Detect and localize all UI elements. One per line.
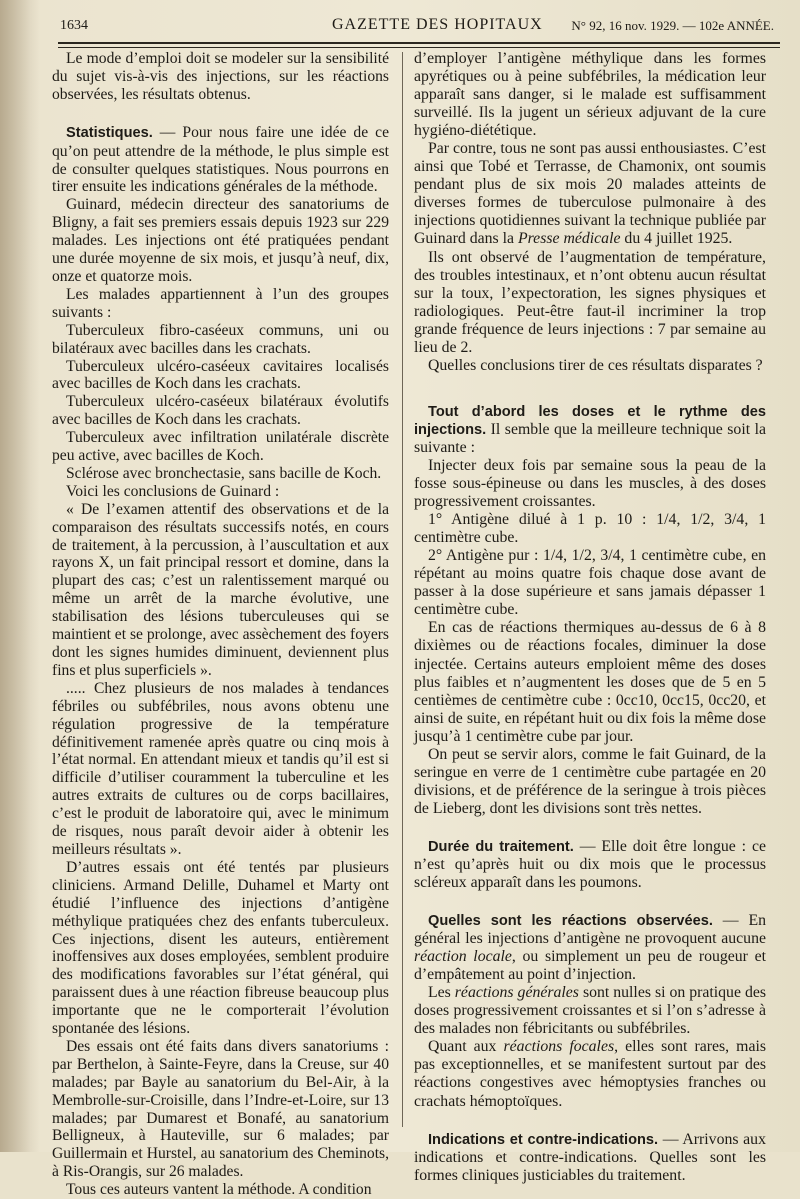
- section-heading: Indications et contre-indications.: [428, 1131, 659, 1148]
- paragraph: Ils ont observé de l’augmentation de température, des troubles intestinaux, et n’ont obtenu aucun résultat sur la toux, l’expectoration, les signes physiques et radiologiques. Peut-être faut-il incriminer la trop grande fréquence de leurs injections : 7 par semaine au lieu de 2.: [414, 248, 766, 356]
- paragraph: [414, 1038, 766, 1110]
- section-heading: Quelles sont les réactions observées.: [428, 913, 713, 930]
- italic-term: réaction locale: [414, 948, 512, 966]
- right-column: [414, 50, 766, 1185]
- paragraph: Des essais ont été faits dans divers sanatoriums : par Berthelon, à Sainte-Feyre, dans la Creuse, sur 40 malades; par Bayle au sanatorium du Bel-Air, à la Membrolle-sur-Croisille, dans l’Indre-et-Loire, sur 13 malades; par Dumarest et Bonafé, au sanatorium Belligneux, à Hauteville, sur 6 malades; par Guillermain et Hurstel, au sanatorium des Cheminots, à Ris-Orangis, sur 26 malades.: [52, 1037, 389, 1181]
- paragraph-text: Par contre, tous ne sont pas aussi enthousiastes. C’est ainsi que Tobé et Terrasse, de Chamonix, ont soumis pendant plus de six mois 20 malades atteints de diverses formes de tuberculose pulmonaire à des injections quotidiennes suivant la technique publiée par Guinard dans la: [414, 140, 766, 248]
- paragraph: d’employer l’antigène méthylique dans les formes apyrétiques ou à peine subfébriles, la médication leur apparaît sans danger, si le malade est suffisamment surveillé. Ils la jugent un sérieux adjuvant de la cure hygiéno-diététique.: [414, 50, 766, 140]
- paragraph-reactions: [414, 912, 766, 984]
- paragraph: En cas de réactions thermiques au-dessus de 6 à 8 dixièmes ou de réactions focales, diminuer la dose injectée. Certains auteurs emploient même des doses plus faibles et n’augmentent les doses que de 5 en 5 centièmes de centimètre cube : 0cc10, 0cc15, 0cc20, et ainsi de suite, en répétant huit ou dix fois la même dose jusqu’à 1 centimètre cube par jour.: [414, 619, 766, 745]
- paragraph-text: sont nulles si on pratique des doses progressivement croissantes et si l’on s’adresse à des malades non fébricitants ou subfébriles.: [414, 984, 766, 1038]
- paragraph-text: , elles sont rares, mais pas exceptionnelles, et se manifestent surtout par des réactions congestives avec hémoptysies franches ou crachats hémoptoïques.: [414, 1038, 766, 1110]
- section-heading: Statistiques.: [66, 124, 153, 141]
- running-header: [60, 14, 790, 38]
- paragraph: Voici les conclusions de Guinard :: [66, 482, 280, 500]
- paragraph-indications: [414, 1131, 766, 1185]
- header-rule-thin: [58, 47, 780, 48]
- paragraph: 1° Antigène dilué à 1 p. 10 : 1/4, 1/2, 3/4, 1 centimètre cube.: [414, 511, 766, 547]
- quotation: « De l’examen attentif des observations et de la comparaison des résultats successifs notés, en cours de traitement, à la percussion, à l’auscultation et aux rayons X, un fait principal ressort et domine, dans la plupart des cas; c’est un ralentissement marqué ou même un arrêt de la marche évolutive, une stabilisation des lésions tuberculeuses qui se maintient et se prolonge, avec assèchement des foyers dont les signes humides diminuent, deviennent plus fins et plus superficiels ».: [52, 500, 389, 679]
- paragraph-text: — Arrivons aux indications et contre-indications. Quelles sont les formes cliniques justiciables du traitement.: [414, 1130, 766, 1184]
- section-heading: Durée du traitement.: [428, 838, 574, 855]
- header-rule-thick: [58, 42, 780, 44]
- paragraph: Quelles conclusions tirer de ces résultats disparates ?: [428, 356, 763, 374]
- page-number: 1634: [60, 18, 88, 33]
- paragraph-text: , ou simplement un peu de rougeur et d’empâtement au point d’injection.: [414, 948, 766, 984]
- group-item: Sclérose avec bronchectasie, sans bacille de Koch.: [66, 464, 382, 482]
- section-heading: Tout d’abord les doses et le rythme des injections.: [414, 403, 766, 438]
- paragraph-statistiques: [52, 124, 389, 197]
- paragraph: 2° Antigène pur : 1/4, 1/2, 3/4, 1 centimètre cube, en répétant au moins quatre fois chaque dose avant de passer à la dose supérieure et sans jamais dépasser 1 centimètre cube.: [414, 547, 766, 619]
- paragraph: Guinard, médecin directeur des sanatoriums de Bligny, a fait ses premiers essais depuis 1923 sur 229 malades. Les injections ont été pratiquées pendant une durée moyenne de six mois, et jusqu’à neuf, dix, onze et quatorze mois.: [52, 196, 389, 285]
- paragraph-text: — Elle doit être longue : ce n’est qu’après huit ou dix mois que le processus scléreux apparaît dans les poumons.: [414, 837, 766, 892]
- journal-reference: Presse médicale: [517, 230, 621, 248]
- column-divider: [402, 52, 403, 1127]
- paragraph: On peut se servir alors, comme le fait Guinard, de la seringue en verre de 1 centimètre cube partagée en 20 divisions, et de préférence de la seringue à trois pièces de Lieberg, dont les divisions sont très nettes.: [414, 745, 766, 817]
- paragraph: Injecter deux fois par semaine sous la peau de la fosse sous-épineuse ou dans les muscles, à des doses progressivement croissantes.: [414, 456, 766, 511]
- paragraph-text: Il semble que la meilleure technique soit la suivante :: [414, 420, 766, 456]
- quotation: ..... Chez plusieurs de nos malades à tendances fébriles ou subfébriles, nous avons obtenu une régulation progressive de la température définitivement ramenée après quatre ou cinq mois à l’état normal. En attendant mieux et tandis qu’il est si difficile d’utiliser couramment la tuberculine et les autres extraits de cultures ou de corps bacillaires, c’est le produit de laboratoire qui, avec le minimum de risques, nous paraît devoir aider à obtenir les meilleurs résultats ».: [52, 679, 389, 858]
- italic-term: réactions focales: [503, 1038, 615, 1056]
- paragraph: D’autres essais ont été tentés par plusieurs cliniciens. Armand Delille, Duhamel et Marty ont étudié l’influence des injections d’antigène méthylique pratiquées chez des enfants tuberculeux. Ces injections, disent les auteurs, entièrement inoffensives aux doses employées, semblent produire des modifications favorables sur l’état général, qui paraissent dues à une réaction fibreuse beaucoup plus importante que ne le comporterait l’évolution spontanée des lésions.: [52, 858, 389, 1038]
- paragraph: Le mode d’emploi doit se modeler sur la sensibilité du sujet vis-à-vis des injections, sur les réactions observées, les résultats obtenus.: [52, 50, 389, 103]
- issue-info: N° 92, 16 nov. 1929. — 102e ANNÉE.: [571, 18, 774, 33]
- group-item: Tuberculeux ulcéro-caséeux bilatéraux évolutifs avec bacilles de Koch dans les crachats.: [52, 393, 389, 429]
- journal-title: GAZETTE DES HOPITAUX: [332, 16, 543, 33]
- paragraph: [414, 140, 766, 248]
- left-column: [52, 50, 389, 1199]
- paragraph: Tous ces auteurs vantent la méthode. A condition: [66, 1181, 372, 1199]
- paragraph-text: — Pour nous faire une idée de ce qu’on peut attendre de la méthode, le plus simple est de consulter quelques statistiques. Nous pourrons en tirer ensuite les indications générales de la méthode.: [52, 123, 389, 196]
- paragraph: Les malades appartiennent à l’un des groupes suivants :: [52, 285, 389, 321]
- group-item: Tuberculeux ulcéro-caséeux cavitaires localisés avec bacilles de Koch dans les crachats.: [52, 357, 389, 393]
- paragraph-duree: [414, 838, 766, 892]
- paragraph-text: Les: [428, 984, 455, 1002]
- group-item: Tuberculeux avec infiltration unilatérale discrète peu active, avec bacilles de Koch.: [52, 429, 389, 465]
- page-edge-shadow: [0, 0, 40, 1152]
- paragraph-text: du 4 juillet 1925.: [620, 230, 733, 248]
- italic-term: réactions générales: [454, 984, 579, 1002]
- group-item: Tuberculeux fibro-caséeux communs, uni ou bilatéraux avec bacilles dans les crachats.: [52, 321, 389, 357]
- paragraph-text: Quant aux: [428, 1038, 504, 1056]
- paragraph-text: — En général les injections d’antigène ne provoquent aucune: [414, 912, 767, 948]
- paragraph-doses: [414, 403, 766, 457]
- paragraph: [414, 984, 766, 1038]
